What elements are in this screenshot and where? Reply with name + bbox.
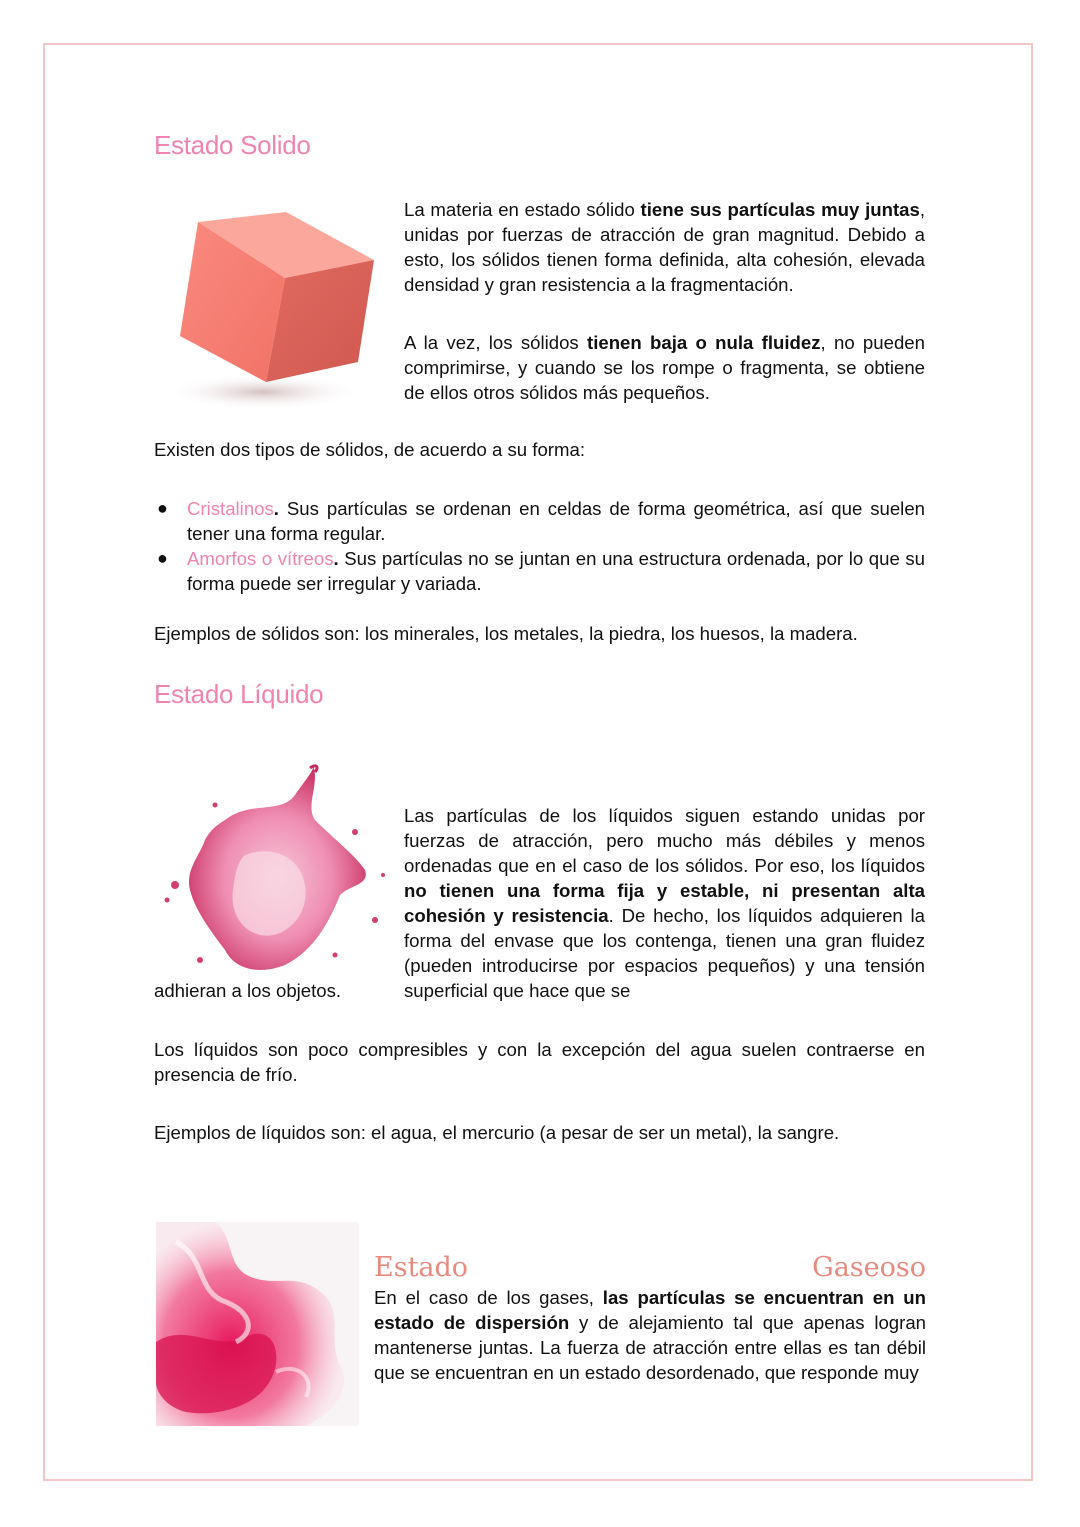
heading-liquid: Estado Líquido	[154, 679, 324, 709]
type-text: Sus partículas no se juntan en una estructura ordenada, por lo que su forma puede ser irregular y variada.	[187, 548, 925, 594]
heading-solid: Estado Solido	[154, 130, 311, 160]
liquid-examples: Ejemplos de líquidos son: el agua, el mercurio (a pesar de ser un metal), la sangre.	[154, 1122, 840, 1143]
type-dot: .	[333, 548, 339, 569]
cube-image	[158, 200, 390, 415]
liquid-p1-a: Las partículas de los líquidos siguen estando unidas por fuerzas de atracción, pero mucho más débiles y menos ordenadas que en el caso de los sólidos. Por eso, los líquidos	[404, 805, 925, 876]
liquid-p1-bold: no tienen una forma fija y estable, ni presentan alta cohesión y resistencia	[404, 880, 925, 926]
bullet-icon: ●	[157, 548, 168, 568]
gas-p1-c: y de alejamiento tal que apenas logran mantenerse juntas. La fuerza de atracción entre ellas es tan débil que se encuentran en un estado desordenado, que responde muy	[374, 1312, 927, 1383]
gas-p1-a: En el caso de los gases,	[374, 1287, 603, 1308]
list-item-amorfos	[187, 546, 925, 596]
solid-p1-a: La materia en estado sólido	[404, 199, 641, 220]
solid-p1-bold: tiene sus partículas muy juntas	[640, 199, 920, 220]
solid-p2-c: , no pueden comprimirse, y cuando se los rompe o fragmenta, se obtiene de ellos otros sólidos más pequeños.	[404, 332, 925, 403]
heading-gas-right: Gaseoso	[812, 1252, 926, 1283]
gas-p1-bold: las partículas se encuentran en un estado de dispersión	[374, 1287, 926, 1333]
liquid-paragraph-2: Los líquidos son poco compresibles y con la excepción del agua suelen contraerse en presencia de frío.	[154, 1039, 925, 1085]
liquid-paragraph-1-tail: adhieran a los objetos.	[154, 980, 342, 1001]
solid-paragraph-2	[404, 330, 925, 405]
type-name: Amorfos o vítreos	[187, 548, 334, 569]
gas-paragraph-1	[374, 1285, 926, 1385]
solid-p2-bold: tienen baja o nula fluidez	[587, 332, 821, 353]
solid-types-intro: Existen dos tipos de sólidos, de acuerdo a su forma:	[154, 439, 585, 460]
type-text: Sus partículas se ordenan en celdas de forma geométrica, así que suelen tener una forma regular.	[187, 498, 925, 544]
solid-paragraph-1	[404, 197, 925, 297]
liquid-splash-image	[155, 760, 390, 975]
heading-gas-left: Estado	[374, 1252, 469, 1283]
solid-p2-a: A la vez, los sólidos	[404, 332, 587, 353]
heading-gas	[374, 1252, 926, 1282]
liquid-p1-c: . De hecho, los líquidos adquieren la forma del envase que los contenga, tienen una gran fluidez (pueden introducirse por espacios pequeños) y una tensión superficial que hace que se	[404, 905, 925, 1001]
solid-examples: Ejemplos de sólidos son: los minerales, los metales, la piedra, los huesos, la madera.	[154, 623, 858, 644]
solid-p1-c: , unidas por fuerzas de atracción de gran magnitud. Debido a esto, los sólidos tienen forma definida, alta cohesión, elevada densidad y gran resistencia a la fragmentación.	[404, 199, 925, 295]
list-item-cristalinos	[187, 496, 925, 546]
bullet-icon: ●	[157, 498, 168, 518]
type-dot: .	[273, 498, 279, 519]
type-name: Cristalinos	[187, 498, 274, 519]
liquid-paragraph-1	[404, 803, 925, 1003]
gas-smoke-image	[156, 1222, 359, 1426]
